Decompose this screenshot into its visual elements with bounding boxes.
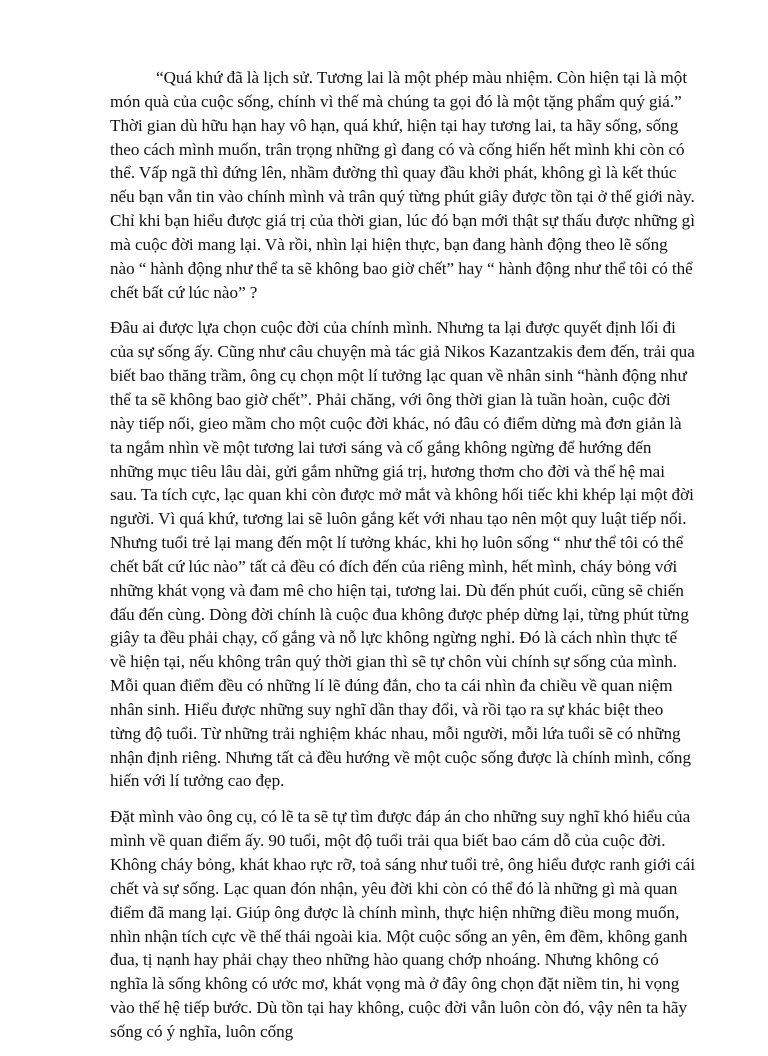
paragraph-3: Đặt mình vào ông cụ, có lẽ ta sẽ tự tìm được đáp án cho những suy nghĩ khó hiểu của mình về quan điểm ấy. 90 tuổi, một độ tuổi trải qua biết bao cám dỗ của cuộc đời. Không cháy bỏng, khát khao rực rỡ, toả sáng như tuổi trẻ, ông hiểu được ranh giới cái chết và sự sống. Lạc quan đón nhận, yêu đời khi còn có thể đó là những gì mà quan điểm đã mang lại. Giúp ông được là chính mình, thực hiện những điều mong muốn, nhìn nhận tích cực về thế thái ngoài kia. Một cuộc sống an yên, êm đềm, không ganh đua, tị nạnh hay phải chạy theo những hào quang chớp nhoáng. Nhưng không có nghĩa là sống không có ước mơ, khát vọng mà ở đây ông chọn đặt niềm tin, hi vọng vào thế hệ tiếp bước. Dù tồn tại hay không, cuộc đời vẫn luôn còn đó, vậy nên ta hãy sống có ý nghĩa, luôn cống	[110, 807, 696, 1041]
paragraph-1: “Quá khứ đã là lịch sử. Tương lai là một phép màu nhiệm. Còn hiện tại là một món quà của cuộc sống, chính vì thế mà chúng ta gọi đó là một tặng phẩm quý giá.” Thời gian dù hữu hạn hay vô hạn, quá khứ, hiện tại hay tương lai, ta hãy sống, sống theo cách mình muốn, trân trọng những gì đang có và cống hiến hết mình khi còn có thể. Vấp ngã thì đứng lên, nhầm đường thì quay đầu khởi phát, không gì là kết thúc nếu bạn vẫn tin vào chính mình và trân quý từng phút giây được tồn tại ở thế giới này. Chỉ khi bạn hiểu được giá trị của thời gian, lúc đó bạn mới thật sự thấu được những gì mà cuộc đời mang lại. Và rồi, nhìn lại hiện thực, bạn đang hành động theo lẽ sống nào “ hành động như thể ta sẽ không bao giờ chết” hay “ hành động như thể tôi có thể chết bất cứ lúc nào” ?	[110, 68, 695, 302]
paragraph-2: Đâu ai được lựa chọn cuộc đời của chính mình. Nhưng ta lại được quyết định lối đi của sự sống ấy. Cũng như câu chuyện mà tác giả Nikos Kazantzakis đem đến, trải qua biết bao thăng trầm, ông cụ chọn một lí tưởng lạc quan về nhân sinh “hành động như thể ta sẽ không bao giờ chết”. Phải chăng, với ông thời gian là tuần hoàn, cuộc đời này tiếp nối, gieo mầm cho một cuộc đời khác, nó đâu có điểm dừng mà đơn giản là ta ngắm nhìn về một tương lai tươi sáng và cố gắng không ngừng để hướng đến những mục tiêu lâu dài, gửi gắm những giá trị, hương thơm cho đời và thế hệ mai sau. Ta tích cực, lạc quan khi còn được mở mắt và không hối tiếc khi khép lại một đời người. Vì quá khứ, tương lai sẽ luôn gắng kết với nhau tạo nên một quy luật tiếp nối. Nhưng tuổi trẻ lại mang đến một lí tưởng khác, khi họ luôn sống “ như thể tôi có thể chết bất cứ lúc nào” tất cả đều có đích đến của riêng mình, hết mình, cháy bỏng với những khát vọng và đam mê cho hiện tại, tương lai. Dù đến phút cuối, cũng sẽ chiến đấu đến cùng. Dòng đời chính là cuộc đua không được phép dừng lại, từng phút từng giây ta đều phải chạy, cố gắng và nỗ lực không ngừng nghỉ. Đó là cách nhìn thực tế về hiện tại, nếu không trân quý thời gian thì sẽ tự chôn vùi chính sự sống của mình. Mỗi quan điểm đều có những lí lẽ đúng đắn, cho ta cái nhìn đa chiều về quan niệm nhân sinh. Hiểu được những suy nghĩ dần thay đổi, và rồi tạo ra sự khác biệt theo từng độ tuổi. Từ những trải nghiệm khác nhau, mỗi người, mỗi lứa tuổi sẽ có những nhận định riêng. Nhưng tất cả đều hướng về một cuộc sống được là chính mình, cống hiến với lí tưởng cao đẹp.	[110, 318, 695, 791]
document-page	[110, 66, 696, 1056]
